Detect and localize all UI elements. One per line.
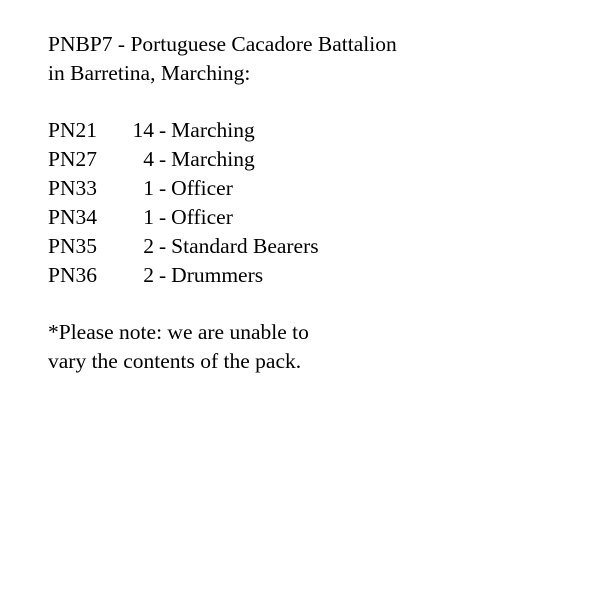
pack-title-line-2: in Barretina, Marching:	[48, 61, 251, 85]
item-quantity: 1	[143, 176, 154, 200]
item-quantity: 4	[143, 147, 154, 171]
list-item	[48, 261, 588, 290]
item-description: Officer	[171, 176, 233, 200]
list-item	[48, 203, 588, 232]
item-description: Marching	[171, 147, 255, 171]
list-item	[48, 145, 588, 174]
item-quantity: 1	[143, 205, 154, 229]
item-quantity: 2	[143, 234, 154, 258]
pack-title	[48, 30, 588, 88]
item-separator: -	[159, 234, 167, 258]
item-description: Officer	[171, 205, 233, 229]
item-separator: -	[159, 205, 167, 229]
pack-note	[48, 318, 588, 376]
list-item	[48, 174, 588, 203]
pack-note-line-1: *Please note: we are unable to	[48, 320, 309, 344]
pack-description	[48, 30, 588, 376]
list-item	[48, 116, 588, 145]
item-code: PN35	[48, 234, 97, 258]
item-separator: -	[159, 118, 167, 142]
item-code: PN33	[48, 176, 97, 200]
item-code: PN34	[48, 205, 97, 229]
pack-note-line-2: vary the contents of the pack.	[48, 349, 302, 373]
item-quantity: 14	[132, 118, 154, 142]
item-separator: -	[159, 263, 167, 287]
item-description: Standard Bearers	[171, 234, 319, 258]
item-code: PN36	[48, 263, 97, 287]
item-description: Marching	[171, 118, 255, 142]
item-description: Drummers	[171, 263, 264, 287]
item-separator: -	[159, 147, 167, 171]
item-separator: -	[159, 176, 167, 200]
pack-contents-list	[48, 116, 588, 290]
item-code: PN21	[48, 118, 97, 142]
item-quantity: 2	[143, 263, 154, 287]
pack-title-line-1: PNBP7 - Portuguese Cacadore Battalion	[48, 32, 397, 56]
item-code: PN27	[48, 147, 97, 171]
list-item	[48, 232, 588, 261]
